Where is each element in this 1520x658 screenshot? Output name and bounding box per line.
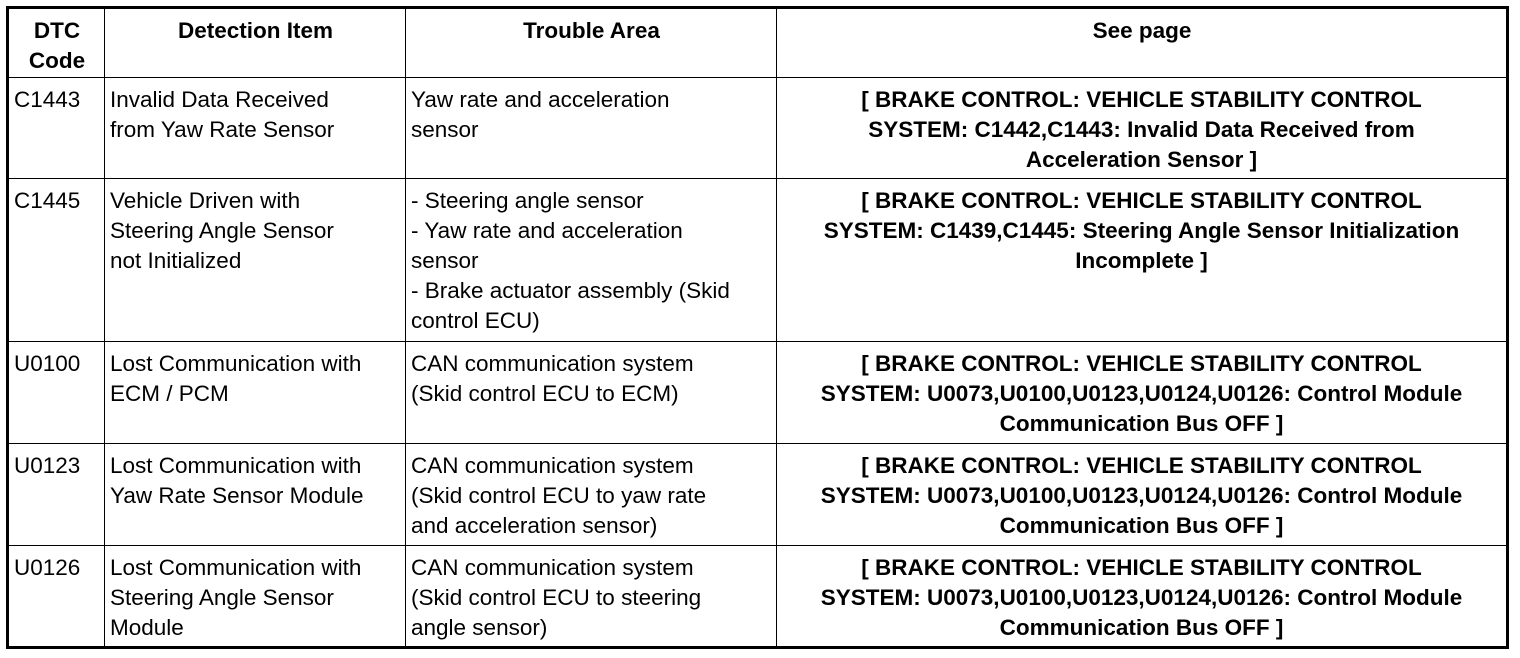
dtc-code-cell: U0126 bbox=[8, 546, 105, 648]
detection-item-cell: Lost Communication with Yaw Rate Sensor Module bbox=[105, 444, 406, 546]
dtc-code-cell: U0123 bbox=[8, 444, 105, 546]
header-see-page: See page bbox=[777, 8, 1508, 78]
dtc-code-cell: C1443 bbox=[8, 78, 105, 179]
dtc-code-cell: U0100 bbox=[8, 342, 105, 444]
trouble-area-cell: Yaw rate and acceleration sensor bbox=[406, 78, 777, 179]
trouble-area-cell: CAN communication system (Skid control ECU to steering angle sensor) bbox=[406, 546, 777, 648]
table-row bbox=[8, 179, 1508, 342]
trouble-area-cell: CAN communication system (Skid control ECU to ECM) bbox=[406, 342, 777, 444]
see-page-link[interactable]: [ BRAKE CONTROL: VEHICLE STABILITY CONTROL SYSTEM: U0073,U0100,U0123,U0124,U0126: Control Module Communication Bus OFF ] bbox=[777, 444, 1508, 546]
trouble-area-cell: - Steering angle sensor - Yaw rate and acceleration sensor - Brake actuator assembly (Skid control ECU) bbox=[406, 179, 777, 342]
detection-item-cell: Lost Communication with ECM / PCM bbox=[105, 342, 406, 444]
table-row bbox=[8, 342, 1508, 444]
detection-item-cell: Vehicle Driven with Steering Angle Sensor not Initialized bbox=[105, 179, 406, 342]
detection-item-cell: Lost Communication with Steering Angle Sensor Module bbox=[105, 546, 406, 648]
see-page-link[interactable]: [ BRAKE CONTROL: VEHICLE STABILITY CONTROL SYSTEM: C1439,C1445: Steering Angle Sensor Initialization Incomplete ] bbox=[777, 179, 1508, 342]
table-row bbox=[8, 78, 1508, 179]
header-dtc-code: DTC Code bbox=[8, 8, 105, 78]
table-row bbox=[8, 546, 1508, 648]
header-detection-item: Detection Item bbox=[105, 8, 406, 78]
dtc-code-cell: C1445 bbox=[8, 179, 105, 342]
see-page-link[interactable]: [ BRAKE CONTROL: VEHICLE STABILITY CONTROL SYSTEM: U0073,U0100,U0123,U0124,U0126: Control Module Communication Bus OFF ] bbox=[777, 546, 1508, 648]
table-row bbox=[8, 444, 1508, 546]
detection-item-cell: Invalid Data Received from Yaw Rate Sensor bbox=[105, 78, 406, 179]
see-page-link[interactable]: [ BRAKE CONTROL: VEHICLE STABILITY CONTROL SYSTEM: U0073,U0100,U0123,U0124,U0126: Control Module Communication Bus OFF ] bbox=[777, 342, 1508, 444]
header-trouble-area: Trouble Area bbox=[406, 8, 777, 78]
header-row bbox=[8, 8, 1508, 78]
dtc-table bbox=[6, 6, 1509, 649]
trouble-area-cell: CAN communication system (Skid control ECU to yaw rate and acceleration sensor) bbox=[406, 444, 777, 546]
see-page-link[interactable]: [ BRAKE CONTROL: VEHICLE STABILITY CONTROL SYSTEM: C1442,C1443: Invalid Data Received from Acceleration Sensor ] bbox=[777, 78, 1508, 179]
